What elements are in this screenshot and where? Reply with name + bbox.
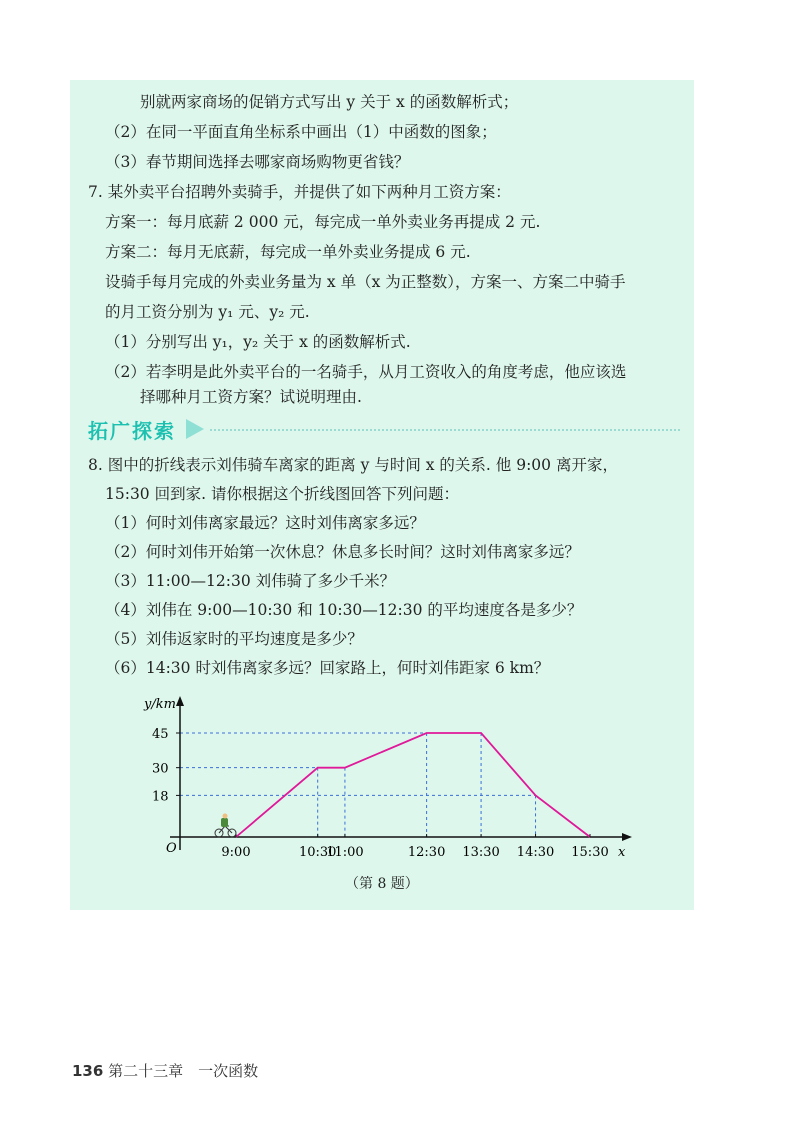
y-axis-label: y/km — [144, 697, 176, 712]
page-number: 136 — [72, 1062, 104, 1080]
text-line: （3）春节期间选择去哪家商场购物更省钱？ — [105, 153, 410, 171]
x-tick-label: 12:30 — [407, 845, 446, 860]
text-line: （1）何时刘伟离家最远？这时刘伟离家多远？ — [105, 514, 425, 532]
chapter-title: 第二十三章 一次函数 — [108, 1062, 259, 1080]
question-7-title: 7. 某外卖平台招聘外卖骑手，并提供了如下两种月工资方案： — [88, 183, 511, 201]
x-axis-arrow — [622, 833, 632, 841]
text-line: 择哪种月工资方案？试说明理由. — [140, 388, 362, 406]
guide-lines — [180, 733, 536, 837]
arrow-icon — [186, 419, 204, 439]
x-tick-label: 11:00 — [326, 845, 364, 860]
section-header — [82, 413, 682, 447]
text-line: 别就两家商场的促销方式写出 y 关于 x 的函数解析式； — [140, 93, 519, 111]
text-line: （3）11:00—12:30 刘伟骑了多少千米？ — [105, 572, 396, 590]
x-tick-label: 15:30 — [571, 845, 609, 860]
text-line: （5）刘伟返家时的平均速度是多少？ — [105, 630, 363, 648]
origin-label: O — [166, 841, 177, 856]
text-line: 设骑手每月完成的外卖业务量为 x 单（x 为正整数），方案一、方案二中骑手 — [105, 273, 626, 291]
text-line: （6）14:30 时刘伟离家多远？回家路上，何时刘伟距家 6 km？ — [105, 659, 550, 677]
text-line: 15:30 回到家. 请你根据这个折线图回答下列问题： — [105, 485, 459, 503]
y-tick-label: 18 — [152, 789, 169, 805]
x-tick-label: 13:30 — [462, 845, 500, 860]
y-tick-label: 30 — [152, 761, 169, 777]
text-line: （4）刘伟在 9:00—10:30 和 10:30—12:30 的平均速度各是多少？ — [105, 601, 583, 619]
tick-labels — [152, 727, 609, 860]
plan-one: 方案一：每月底薪 2 000 元，每完成一单外卖业务再提成 2 元. — [105, 213, 541, 231]
question-8-title: 8. 图中的折线表示刘伟骑车离家的距离 y 与时间 x 的关系. 他 9:00 离开家， — [88, 456, 618, 474]
distance-series-line — [236, 733, 590, 837]
page-footer — [72, 1060, 258, 1081]
x-tick-label: 14:30 — [516, 845, 555, 860]
x-tick-label: 9:00 — [221, 845, 251, 860]
y-tick-label: 45 — [152, 727, 169, 742]
dotted-divider — [210, 429, 680, 431]
figure-caption: （第 8 题） — [345, 876, 419, 892]
text-line: 的月工资分别为 y₁ 元、y₂ 元. — [105, 303, 310, 321]
section-title: 拓广探索 — [88, 419, 176, 443]
x-axis-label: x — [618, 845, 626, 860]
text-line: （1）分别写出 y₁，y₂ 关于 x 的函数解析式. — [105, 333, 411, 351]
text-line: （2）在同一平面直角坐标系中画出（1）中函数的图象； — [105, 123, 497, 141]
bicycle-rider-icon — [215, 814, 236, 838]
x-tick-label: 10:30 — [298, 845, 337, 860]
plan-two: 方案二：每月无底薪，每完成一单外卖业务提成 6 元. — [105, 243, 471, 261]
text-line: （2）何时刘伟开始第一次休息？休息多长时间？这时刘伟离家多远？ — [105, 543, 580, 561]
distance-time-chart — [130, 690, 640, 870]
y-axis-arrow — [176, 696, 184, 706]
text-line: （2）若李明是此外卖平台的一名骑手，从月工资收入的角度考虑，他应该选 — [105, 363, 627, 381]
